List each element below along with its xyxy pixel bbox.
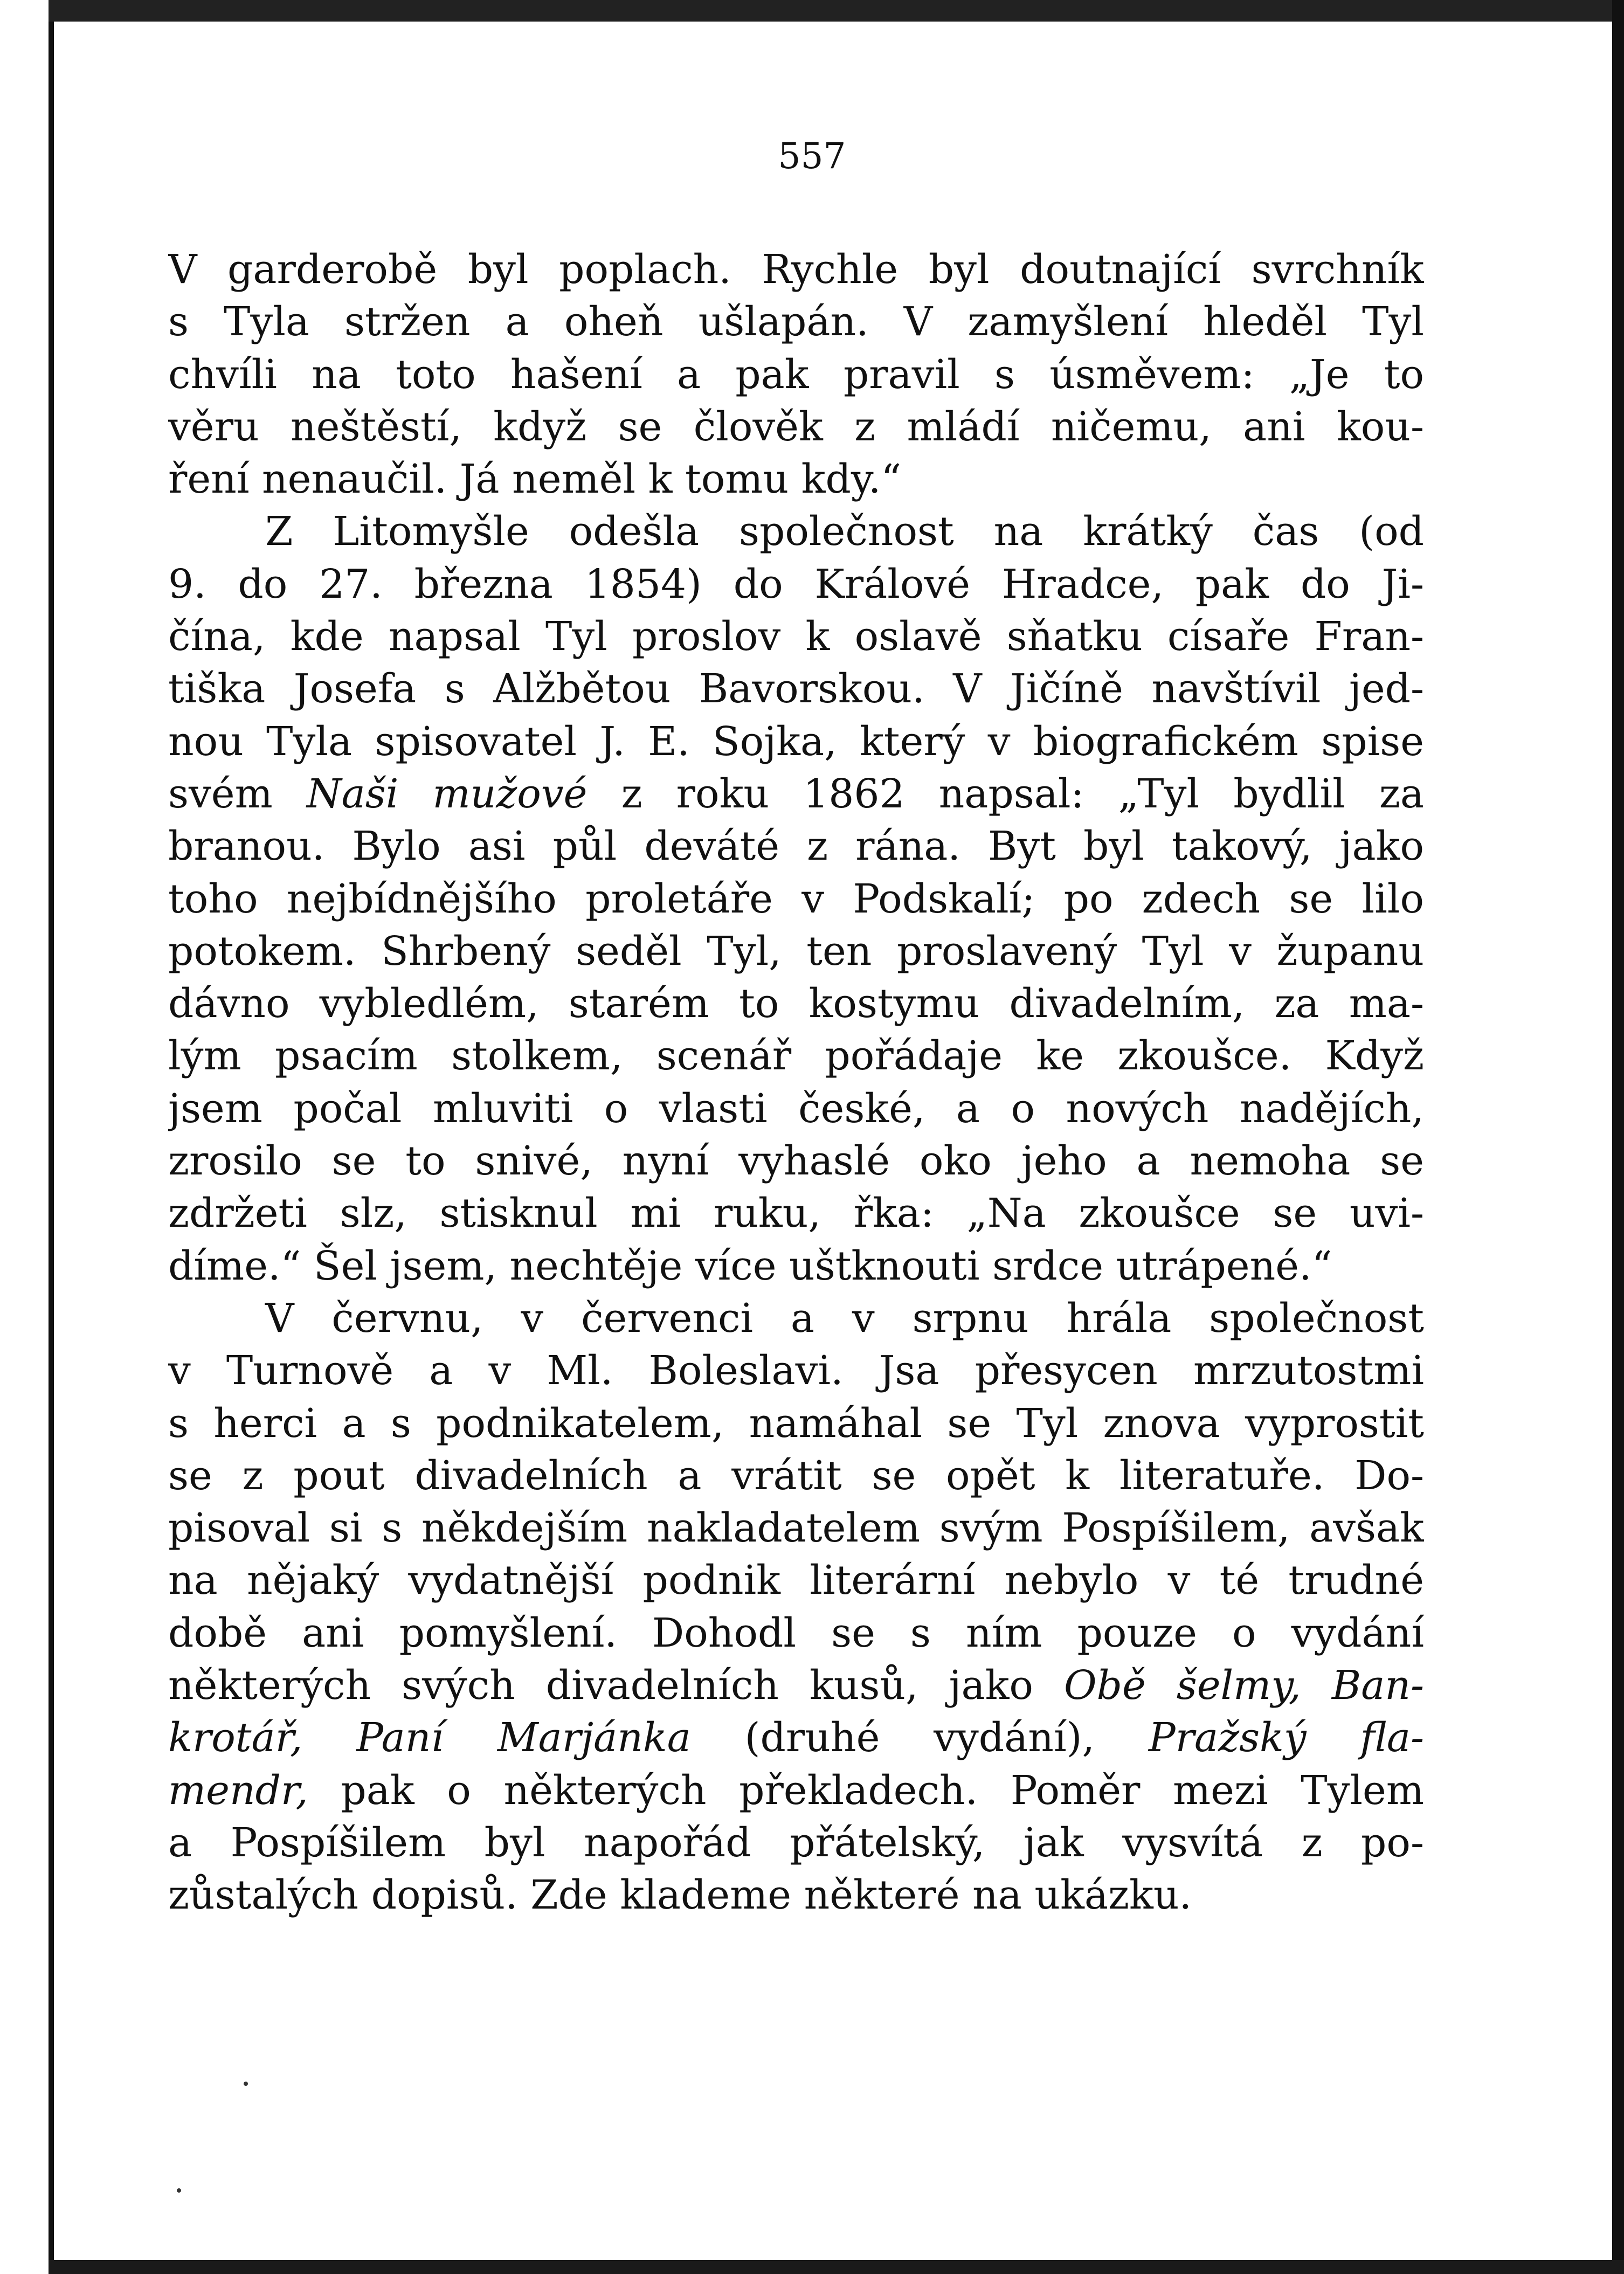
text-line-8: čína, kde napsal Tyl proslov k oslavě sňatku císaře Fran- xyxy=(168,613,1424,660)
text-line-24: se z pout divadelních a vrátit se opět k literatuře. Do- xyxy=(168,1452,1424,1499)
scan-border-left xyxy=(0,0,54,2274)
scan-border-top xyxy=(49,0,1624,22)
text-line-30-after: pak o některých překladech. Poměr mezi Tylem xyxy=(308,1767,1424,1814)
text-line-12: branou. Bylo asi půl deváté z rána. Byt byl takový, jako xyxy=(168,823,1424,870)
text-line-29-after: (druhé vydání), xyxy=(690,1715,1149,1761)
text-line-16: lým psacím stolkem, scenář pořádaje ke zkoušce. Když xyxy=(168,1033,1424,1080)
book-title-nasi-muzove: Naši mužové xyxy=(306,770,588,817)
text-line-25: pisoval si s někdejším nakladatelem svým Pospíšilem, avšak xyxy=(168,1505,1424,1552)
text-line-4: věru neštěstí, když se člověk z mládí ničemu, ani kou- xyxy=(168,403,1424,450)
scan-border-bottom xyxy=(49,2260,1624,2274)
text-line-18: zrosilo se to snivé, nyní vyhaslé oko jeho a nemoha se xyxy=(168,1138,1424,1185)
text-line-10: nou Tyla spisovatel J. E. Sojka, který v biografickém spise xyxy=(168,718,1424,765)
text-line-6: Z Litomyšle odešla společnost na krátký čas (od xyxy=(265,508,1424,555)
text-line-11-after: z roku 1862 napsal: „Tyl bydlil za xyxy=(587,770,1424,817)
text-line-11 xyxy=(168,768,1424,820)
text-line-13: toho nejbídnějšího proletáře v Podskalí; po zdech se lilo xyxy=(168,875,1424,922)
text-line-27: době ani pomyšlení. Dohodl se s ním pouze o vydání xyxy=(168,1609,1424,1656)
scan-border-right xyxy=(1612,0,1624,2274)
text-line-22: v Turnově a v Ml. Boleslavi. Jsa přesycen mrzutostmi xyxy=(168,1347,1424,1394)
text-line-7: 9. do 27. března 1854) do Králové Hradce, pak do Ji- xyxy=(168,561,1424,607)
body-text xyxy=(168,244,1424,1922)
page-number: 557 xyxy=(778,135,846,177)
text-line-5: ření nenaučil. Já neměl k tomu kdy.“ xyxy=(168,456,902,503)
text-line-19: zdržeti slz, stisknul mi ruku, řka: „Na zkoušce se uvi- xyxy=(168,1190,1424,1237)
text-line-30 xyxy=(168,1765,1424,1817)
text-line-21: V červnu, v červenci a v srpnu hrála společnost xyxy=(265,1295,1424,1342)
text-line-23: s herci a s podnikatelem, namáhal se Tyl znova vyprostit xyxy=(168,1400,1424,1447)
text-line-2: s Tyla stržen a oheň ušlapán. V zamyšlení hleděl Tyl xyxy=(168,299,1424,345)
text-line-3: chvíli na toto hašení a pak pravil s úsměvem: „Je to xyxy=(168,351,1424,398)
play-title-prazsky-flamendr: Pražský fla- xyxy=(1148,1715,1424,1761)
text-line-14: potokem. Shrbený seděl Tyl, ten proslavený Tyl v županu xyxy=(168,928,1424,974)
text-line-32: zůstalých dopisů. Zde klademe některé na ukázku. xyxy=(168,1872,1192,1919)
text-line-11-before: svém xyxy=(168,770,307,817)
play-titles-bankrotar-pani-marjanka: krotář, Paní Marjánka xyxy=(168,1715,691,1761)
text-line-20: díme.“ Šel jsem, nechtěje více uštknouti srdce utrápené.“ xyxy=(168,1242,1332,1289)
text-line-26: na nějaký vydatnější podnik literární nebylo v té trudné xyxy=(168,1557,1424,1604)
text-line-15: dávno vybledlém, starém to kostymu divadelním, za ma- xyxy=(168,980,1424,1027)
text-line-1: V garderobě byl poplach. Rychle byl doutnající svrchník xyxy=(168,246,1424,293)
text-line-9: tiška Josefa s Alžbětou Bavorskou. V Jičíně navštívil jed- xyxy=(168,666,1424,713)
text-line-28 xyxy=(168,1660,1424,1712)
scan-speck xyxy=(177,2188,181,2193)
text-line-31: a Pospíšilem byl napořád přátelský, jak vysvítá z po- xyxy=(168,1819,1424,1866)
text-line-29 xyxy=(168,1712,1424,1764)
text-line-28-before: některých svých divadelních kusů, jako xyxy=(168,1662,1064,1709)
play-title-flamendr-end: mendr, xyxy=(168,1767,308,1814)
play-titles-obe-selmy: Obě šelmy, Ban- xyxy=(1063,1662,1424,1709)
text-line-17: jsem počal mluviti o vlasti české, a o nových nadějích, xyxy=(168,1085,1424,1132)
scan-speck xyxy=(244,2082,248,2086)
